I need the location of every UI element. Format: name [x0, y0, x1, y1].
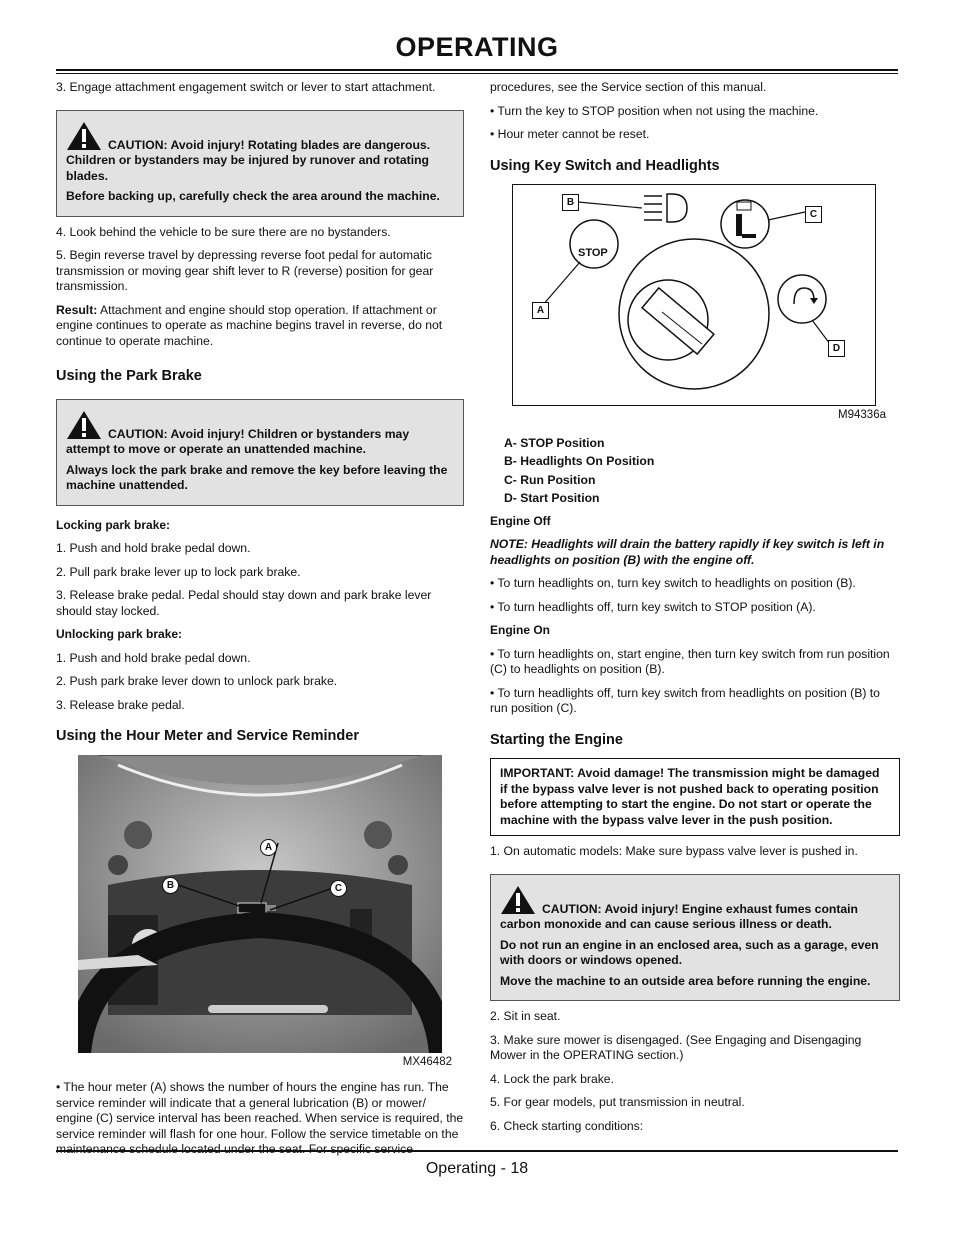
- legend-item: A- STOP Position: [504, 435, 605, 450]
- header-rule: [56, 69, 898, 71]
- warning-icon: [66, 121, 102, 151]
- right-column: [490, 80, 900, 1142]
- unlock-step: 2. Push park brake lever down to unlock park brake.: [56, 674, 338, 688]
- callout-b: B: [562, 194, 579, 211]
- figure-caption: M94336a: [838, 409, 886, 421]
- callout-b: B: [162, 877, 179, 894]
- step-reverse-travel: 5. Begin reverse travel by depressing reverse foot pedal for automatic transmission or moving gear shift lever to R (reverse) position for gear transmission.: [56, 248, 434, 293]
- starting-engine-heading: Starting the Engine: [490, 731, 623, 748]
- caution-box-blades: [56, 110, 464, 217]
- start-step: 4. Lock the park brake.: [490, 1071, 614, 1086]
- result-paragraph: Result: Attachment and engine should stop operation. If attachment or engine continues to operate as machine begins travel in reverse, do not continue to operate machine.: [56, 302, 443, 348]
- lock-step: 1. Push and hold brake pedal down.: [56, 541, 251, 555]
- start-step: 3. Make sure mower is disengaged. (See Engaging and Disengaging Mower in the OPERATING section.): [490, 1032, 862, 1062]
- warning-icon: [500, 885, 536, 915]
- caution-box-exhaust: [490, 874, 900, 1002]
- park-brake-heading: Using the Park Brake: [56, 368, 202, 384]
- callout-d: D: [828, 340, 845, 357]
- stop-label: STOP: [578, 247, 608, 259]
- hour-meter-heading: Using the Hour Meter and Service Reminder: [56, 728, 359, 744]
- photo-caption: MX46482: [402, 1055, 452, 1068]
- engine-on-bullet: • To turn headlights on, start engine, then turn key switch from run position (C) to headlights on position (B).: [490, 646, 890, 676]
- unlock-step: 3. Release brake pedal.: [56, 697, 185, 712]
- callout-a: A: [532, 302, 549, 319]
- callout-c: C: [330, 880, 347, 897]
- callout-a: A: [260, 839, 277, 856]
- page-number: Operating - 18: [425, 1160, 529, 1177]
- key-switch-heading: Using Key Switch and Headlights: [490, 157, 720, 174]
- caution-text: CAUTION: Avoid injury! Rotating blades are dangerous. Children or bystanders may be injured by runover and rotating blades.: [66, 121, 453, 185]
- bullet-stop: • Turn the key to STOP position when not using the machine.: [490, 103, 819, 118]
- step-engage-attachment: 3. Engage attachment engagement switch or lever to start attachment.: [56, 80, 436, 94]
- headlight-note: NOTE: Headlights will drain the battery rapidly if key switch is left in headlights on position (B) with the engine off.: [490, 537, 885, 567]
- lock-step: 2. Pull park brake lever up to lock park brake.: [56, 564, 301, 579]
- warning-icon: [66, 410, 102, 440]
- start-step-1: 1. On automatic models: Make sure bypass valve lever is pushed in.: [490, 844, 858, 858]
- key-legend: [504, 434, 900, 508]
- hour-meter-description: • The hour meter (A) shows the number of hours the engine has run. The service reminder will indicate that a general lubrication (B) or mower/ engine (C) service interval has been reached. When service is required, the service reminder will flash for one hour. Follow the service timetable on the maintenance schedule located under the seat. For specific service: [56, 1080, 464, 1156]
- start-step: 5. For gear models, put transmission in neutral.: [490, 1095, 745, 1109]
- locking-label: Locking park brake:: [56, 517, 171, 532]
- start-step: 6. Check starting conditions:: [490, 1118, 644, 1133]
- bullet-reset: • Hour meter cannot be reset.: [490, 127, 650, 141]
- hour-meter-photo: [78, 755, 442, 1053]
- engine-on-bullet: • To turn headlights off, turn key switch from headlights on position (B) to run position (C).: [490, 685, 880, 715]
- caution-text-2: Always lock the park brake and remove the key before leaving the machine unattended.: [66, 462, 448, 492]
- engine-off-label: Engine Off: [490, 513, 551, 528]
- caution-text-2: Do not run an engine in an enclosed area, such as a garage, even with doors or windows opened.: [500, 937, 879, 967]
- footer-rule: [56, 1150, 898, 1152]
- page-title: OPERATING: [395, 32, 559, 62]
- result-label: Result:: [56, 302, 98, 317]
- header-rule-thin: [56, 73, 898, 74]
- engine-off-bullet: • To turn headlights on, turn key switch to headlights on position (B).: [490, 576, 856, 590]
- legend-item: D- Start Position: [504, 491, 600, 505]
- continued-text: procedures, see the Service section of this manual.: [490, 80, 767, 94]
- engine-off-bullet: • To turn headlights off, turn key switch to STOP position (A).: [490, 599, 816, 614]
- legend-item: C- Run Position: [504, 472, 596, 487]
- legend-item: B- Headlights On Position: [504, 454, 655, 468]
- key-switch-figure: [512, 184, 876, 406]
- caution-text: CAUTION: Avoid injury! Children or bystanders may attempt to move or operate an unattended machine.: [66, 410, 453, 458]
- important-box: IMPORTANT: Avoid damage! The transmission might be damaged if the bypass valve lever is not pushed back to operating position before attempting to start the engine. Do not start or operate the machine with the bypass valve lever in the push position.: [490, 758, 900, 836]
- caution-text-3: Move the machine to an outside area before running the engine.: [500, 973, 871, 988]
- unlock-step: 1. Push and hold brake pedal down.: [56, 650, 251, 665]
- left-column: [56, 80, 464, 1166]
- caution-box-park: [56, 399, 464, 506]
- caution-text-2: Before backing up, carefully check the area around the machine.: [66, 189, 440, 203]
- engine-on-label: Engine On: [490, 623, 550, 637]
- unlocking-label: Unlocking park brake:: [56, 627, 183, 641]
- lock-step: 3. Release brake pedal. Pedal should stay down and park brake lever should stay locked.: [56, 588, 432, 618]
- step-look-behind: 4. Look behind the vehicle to be sure there are no bystanders.: [56, 224, 391, 239]
- dashboard-photo: [78, 755, 442, 1053]
- callout-c: C: [805, 206, 822, 223]
- display-label: Service Reminder System: [230, 918, 277, 924]
- caution-text: CAUTION: Avoid injury! Engine exhaust fumes contain carbon monoxide and can cause serious illness or death.: [500, 885, 889, 933]
- start-step: 2. Sit in seat.: [490, 1009, 561, 1023]
